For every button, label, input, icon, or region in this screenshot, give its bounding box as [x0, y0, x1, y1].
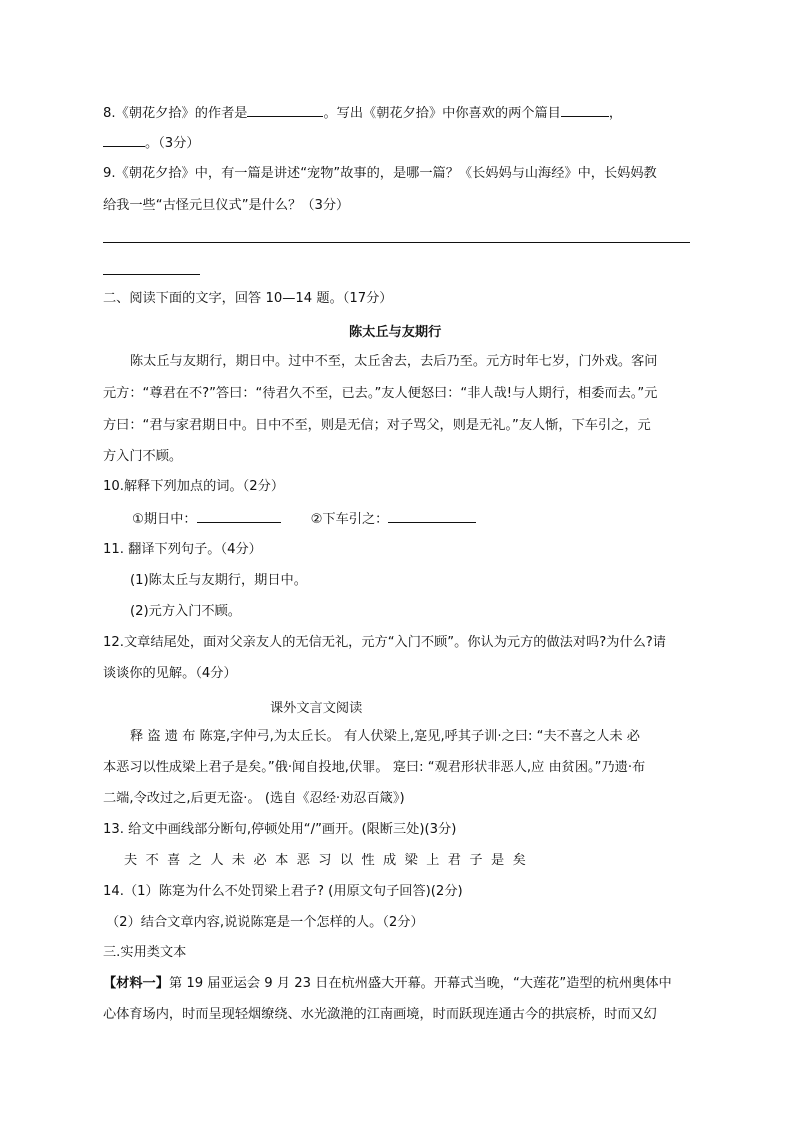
- q10-stem: 10.解释下列加点的词。（2分）: [103, 479, 285, 494]
- section3-heading: 三.实用类文本: [103, 945, 187, 960]
- answer-blank-q10-1[interactable]: [197, 510, 281, 523]
- q10-item-2: ②下车引之：: [310, 512, 389, 527]
- material1-label: 【材料一】: [103, 976, 169, 991]
- q13-sentence: 夫不喜之人未必本恶习以性成梁上君子是矣: [124, 853, 535, 868]
- q10-item-1: ①期日中：: [132, 512, 197, 527]
- extra-line-2: 本恶习以性成梁上君子是矣。”俄·闻自投地,伏罪。 寔曰: “观君形状非恶人,应 由贫困。”乃遗·布: [103, 760, 646, 775]
- q10-items: [132, 510, 476, 529]
- q12-line1: 12.文章结尾处，面对父亲友人的无信无礼，元方“入门不顾”。你认为元方的做法对吗?为什么?请: [103, 635, 666, 650]
- q11-stem: 11. 翻译下列句子。（4分）: [103, 542, 262, 557]
- q8-line2: [103, 134, 200, 153]
- q11-sentence-1: (1)陈太丘与友期行，期日中。: [130, 573, 307, 588]
- passage-line-2: 元方：“尊君在不?”答曰：“待君久不至，已去。”友人便怒曰：“非人哉!与人期行，相委而去。”元: [103, 386, 658, 401]
- q11-sentence-2: (2)元方入门不顾。: [130, 604, 241, 619]
- answer-blank-q10-2[interactable]: [388, 510, 476, 523]
- q9-line1: 9.《朝花夕拾》中，有一篇是讲述“宠物”故事的，是哪一篇？《长妈妈与山海经》中，长妈妈教: [103, 166, 657, 181]
- q14-item-1: 14.（1）陈寔为什么不处罚梁上君子? (用原文句子回答)(2分): [103, 884, 463, 899]
- material1-line1: [103, 975, 672, 993]
- q9-line2: 给我一些“古怪元旦仪式”是什么？（3分）: [103, 198, 350, 213]
- extra-line-3: 二端,令改过之,后更无盗·。 (选自《忍经·劝忍百箴》): [103, 791, 405, 806]
- answer-blank-title-1[interactable]: [561, 104, 609, 117]
- extra-reading-title: 课外文言文阅读: [270, 701, 363, 716]
- passage-line-3: 方曰：“君与家君期日中。日中不至，则是无信；对子骂父，则是无礼。”友人惭，下车引之，元: [103, 418, 651, 433]
- q8-text-2: 。写出《朝花夕拾》中你喜欢的两个篇目: [323, 106, 561, 121]
- q8-text-3: ，: [608, 106, 623, 121]
- material1-text-1: 第 19 届亚运会 9 月 23 日在杭州盛大开幕。开幕式当晚，“大莲花”造型的杭州奥体中: [168, 976, 672, 991]
- answer-blank-author[interactable]: [247, 104, 323, 117]
- extra-passage-text-1: 陈寔,字仲弓,为太丘长。 有人伏梁上,寔见,呼其子训·之曰: “夫不喜之人未 必: [195, 729, 640, 744]
- material1-line2: 心体育场内，时而呈现轻烟缭绕、水光潋滟的江南画境，时而跃现连通古今的拱宸桥，时而又幻: [103, 1007, 657, 1022]
- q12-line2: 谈谈你的见解。（4分）: [103, 666, 237, 681]
- q8-text-1: 8.《朝花夕拾》的作者是: [103, 106, 248, 121]
- extra-passage-title: 释 盗 遗 布: [130, 729, 196, 744]
- q8-text-4: 。（3分）: [145, 136, 200, 151]
- q14-item-2: （2）结合文章内容,说说陈寔是一个怎样的人。（2分）: [106, 915, 424, 930]
- passage-line-4: 方入门不顾。: [103, 449, 183, 464]
- answer-line-q9[interactable]: [103, 242, 690, 243]
- passage-title: 陈太丘与友期行: [349, 325, 442, 340]
- answer-blank-title-2[interactable]: [103, 134, 145, 147]
- passage-line-1: 陈太丘与友期行，期日中。过中不至，太丘舍去，去后乃至。元方时年七岁，门外戏。客问: [130, 354, 658, 369]
- q8-line1: [103, 104, 622, 123]
- extra-line-1: [130, 728, 640, 746]
- answer-line-q9-short[interactable]: [103, 274, 200, 275]
- q13-stem: 13. 给文中画线部分断句,停顿处用“/”画开。(限断三处)(3分): [103, 822, 457, 837]
- section2-heading: 二、阅读下面的文字，回答 10—14 题。（17分）: [103, 291, 393, 306]
